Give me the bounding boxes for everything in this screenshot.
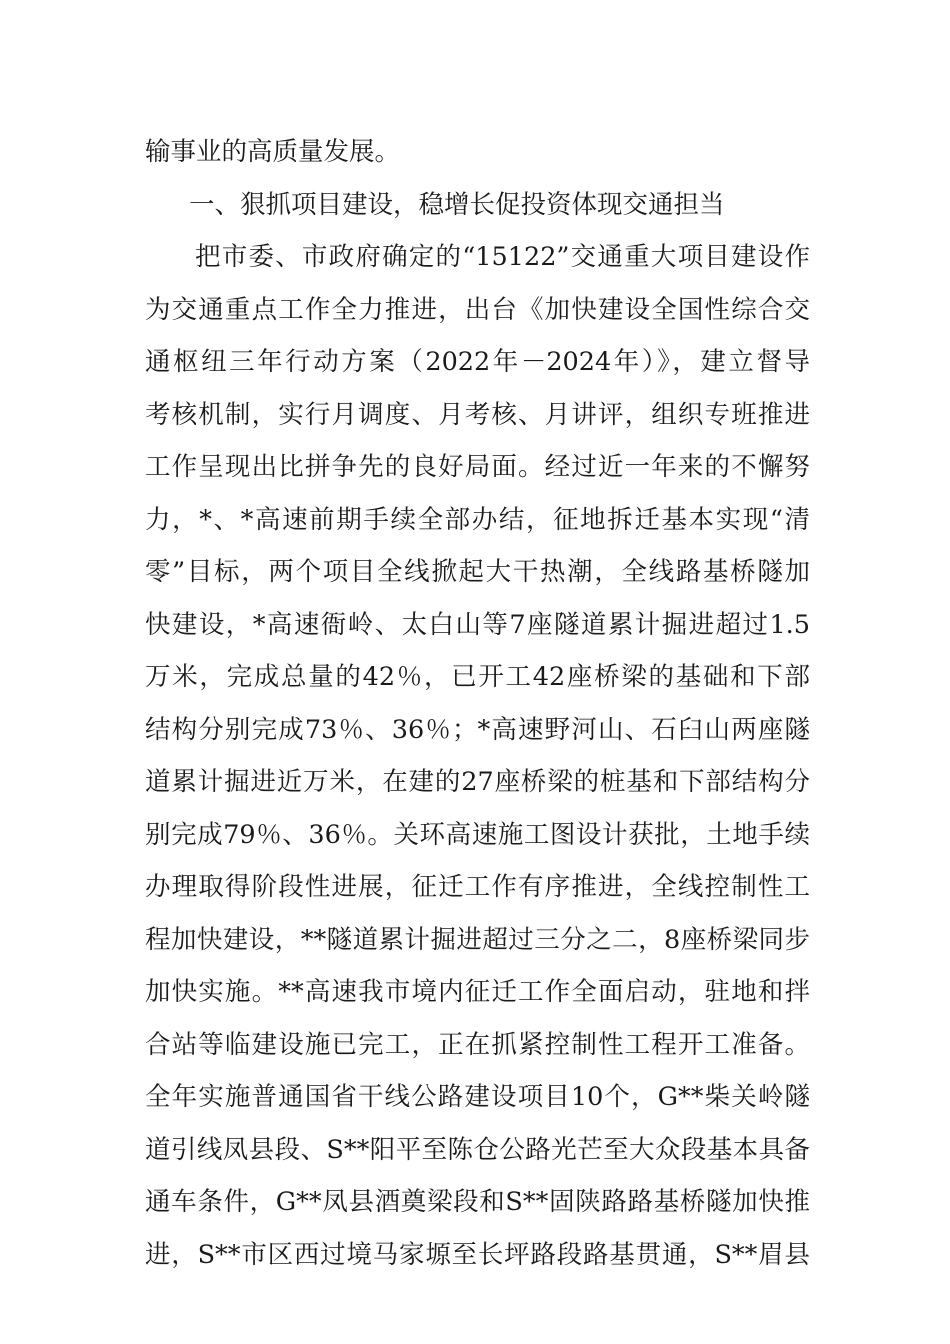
text-line: 道累计掘进近万米，在建的27座桥梁的桩基和下部结构分	[145, 767, 810, 797]
text-line: 力，*、*高速前期手续全部办结，征地拆迁基本实现“清	[145, 504, 810, 535]
text-line: 工作呈现出比拼争先的良好局面。经过近一年来的不懈努	[145, 452, 810, 482]
section-heading: 一、狠抓项目建设，稳增长促投资体现交通担当	[189, 189, 725, 220]
text-line: 结构分别完成73％、36％；*高速野河山、石臼山两座隧	[145, 714, 810, 745]
text-line: 考核机制，实行月调度、月考核、月讲评，组织专班推进	[145, 399, 810, 430]
text-line: 输事业的高质量发展。	[145, 137, 401, 167]
text-line: 把市委、市政府确定的“15122”交通重大项目建设作	[195, 242, 810, 272]
text-line: 为交通重点工作全力推进，出台《加快建设全国性综合交	[145, 294, 810, 325]
text-line: 办理取得阶段性进展，征迁工作有序推进，全线控制性工	[145, 872, 810, 902]
text-line: 合站等临建设施已完工，正在抓紧控制性工程开工准备。	[145, 1029, 810, 1060]
document-body	[145, 126, 810, 1281]
text-line: 通枢纽三年行动方案（2022年－2024年）》，建立督导	[145, 347, 810, 377]
text-line: 快建设，*高速衙岭、太白山等7座隧道累计掘进超过1.5	[145, 609, 810, 640]
text-line: 程加快建设，**隧道累计掘进超过三分之二，8座桥梁同步	[145, 924, 810, 955]
text-line: 零”目标，两个项目全线掀起大干热潮，全线路基桥隧加	[145, 557, 810, 587]
text-line: 别完成79％、36％。关环高速施工图设计获批，土地手续	[145, 819, 810, 850]
text-line: 进，S**市区西过境马家塬至长坪路段路基贯通，S**眉县	[145, 1239, 810, 1270]
text-line: 道引线凤县段、S**阳平至陈仓公路光芒至大众段基本具备	[145, 1134, 810, 1165]
text-line: 加快实施。**高速我市境内征迁工作全面启动，驻地和拌	[145, 977, 810, 1007]
text-line: 万米，完成总量的42％，已开工42座桥梁的基础和下部	[145, 662, 810, 692]
text-line: 通车条件，G**凤县酒奠梁段和S**固陕路路基桥隧加快推	[145, 1187, 810, 1217]
text-line: 全年实施普通国省干线公路建设项目10个，G**柴关岭隧	[145, 1082, 810, 1112]
